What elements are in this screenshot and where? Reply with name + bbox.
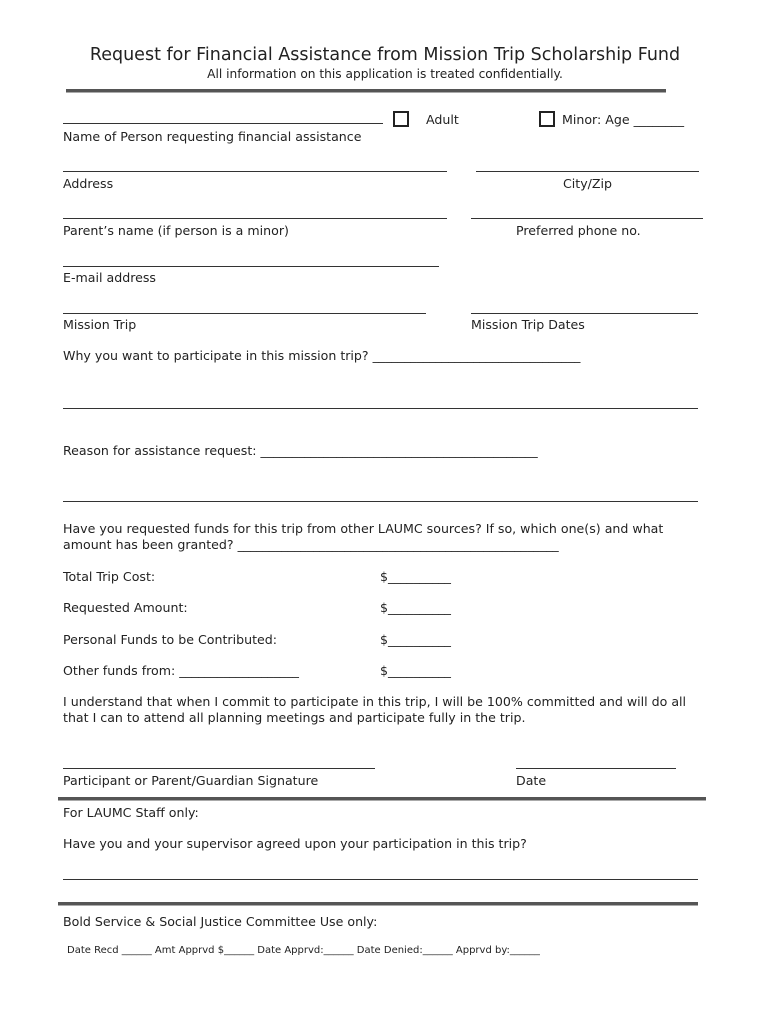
parent-field[interactable] <box>63 218 447 219</box>
other-sources-question-2: amount has been granted? ___________________________________________________ <box>63 537 559 552</box>
cost-label: Other funds from: ___________________ <box>63 663 299 678</box>
date-label: Date <box>516 773 547 788</box>
page-subtitle: All information on this application is treated confidentially. <box>207 67 563 81</box>
phone-label: Preferred phone no. <box>516 223 641 238</box>
committee-heading: Bold Service & Social Justice Committee Use only: <box>63 914 378 929</box>
page-title: Request for Financial Assistance from Mission Trip Scholarship Fund <box>89 45 681 65</box>
email-field[interactable] <box>63 266 439 267</box>
other-sources-question-1: Have you requested funds for this trip from other LAUMC sources? If so, which one(s) and what <box>63 521 664 536</box>
committee-fields: Date Recd ______ Amt Apprvd $______ Date Apprvd:______ Date Denied:______ Apprvd by:______ <box>67 945 540 956</box>
why-field-line[interactable] <box>63 408 698 409</box>
cost-label: Requested Amount: <box>63 600 188 615</box>
adult-label: Adult <box>426 112 459 127</box>
parent-label: Parent’s name (if person is a minor) <box>63 223 289 238</box>
committee-rule <box>58 902 698 906</box>
name-field[interactable] <box>63 123 383 124</box>
phone-field[interactable] <box>471 218 703 219</box>
address-label: Address <box>63 176 114 191</box>
reason-label: Reason for assistance request: ____________________________________________ <box>63 443 538 458</box>
cost-value[interactable]: $__________ <box>380 632 451 647</box>
mission-trip-label: Mission Trip <box>63 317 137 332</box>
address-field[interactable] <box>63 171 447 172</box>
minor-checkbox[interactable] <box>539 111 555 127</box>
commitment-text-2: that I can to attend all planning meetings and participate fully in the trip. <box>63 710 526 725</box>
cost-value[interactable]: $__________ <box>380 663 451 678</box>
name-label: Name of Person requesting financial assistance <box>63 129 362 144</box>
header-rule <box>66 89 666 93</box>
commitment-text-1: I understand that when I commit to participate in this trip, I will be 100% committed and will do all <box>63 694 687 709</box>
mission-dates-label: Mission Trip Dates <box>471 317 585 332</box>
email-label: E-mail address <box>63 270 156 285</box>
cityzip-label: City/Zip <box>563 176 613 191</box>
cost-label: Total Trip Cost: <box>63 569 156 584</box>
minor-label: Minor: Age ________ <box>562 112 684 127</box>
date-field[interactable] <box>516 768 676 769</box>
signature-field[interactable] <box>63 768 375 769</box>
mission-trip-field[interactable] <box>63 313 426 314</box>
cost-value[interactable]: $__________ <box>380 569 451 584</box>
staff-heading: For LAUMC Staff only: <box>63 805 199 820</box>
reason-field-line[interactable] <box>63 501 698 502</box>
cost-label: Personal Funds to be Contributed: <box>63 632 278 647</box>
signature-label: Participant or Parent/Guardian Signature <box>63 773 319 788</box>
staff-answer-line[interactable] <box>63 879 698 880</box>
cost-value[interactable]: $__________ <box>380 600 451 615</box>
cityzip-field[interactable] <box>476 171 699 172</box>
adult-checkbox[interactable] <box>393 111 409 127</box>
why-label: Why you want to participate in this mission trip? _________________________________ <box>63 348 581 363</box>
staff-rule <box>58 797 706 801</box>
staff-question: Have you and your supervisor agreed upon your participation in this trip? <box>63 836 527 851</box>
mission-dates-field[interactable] <box>471 313 698 314</box>
